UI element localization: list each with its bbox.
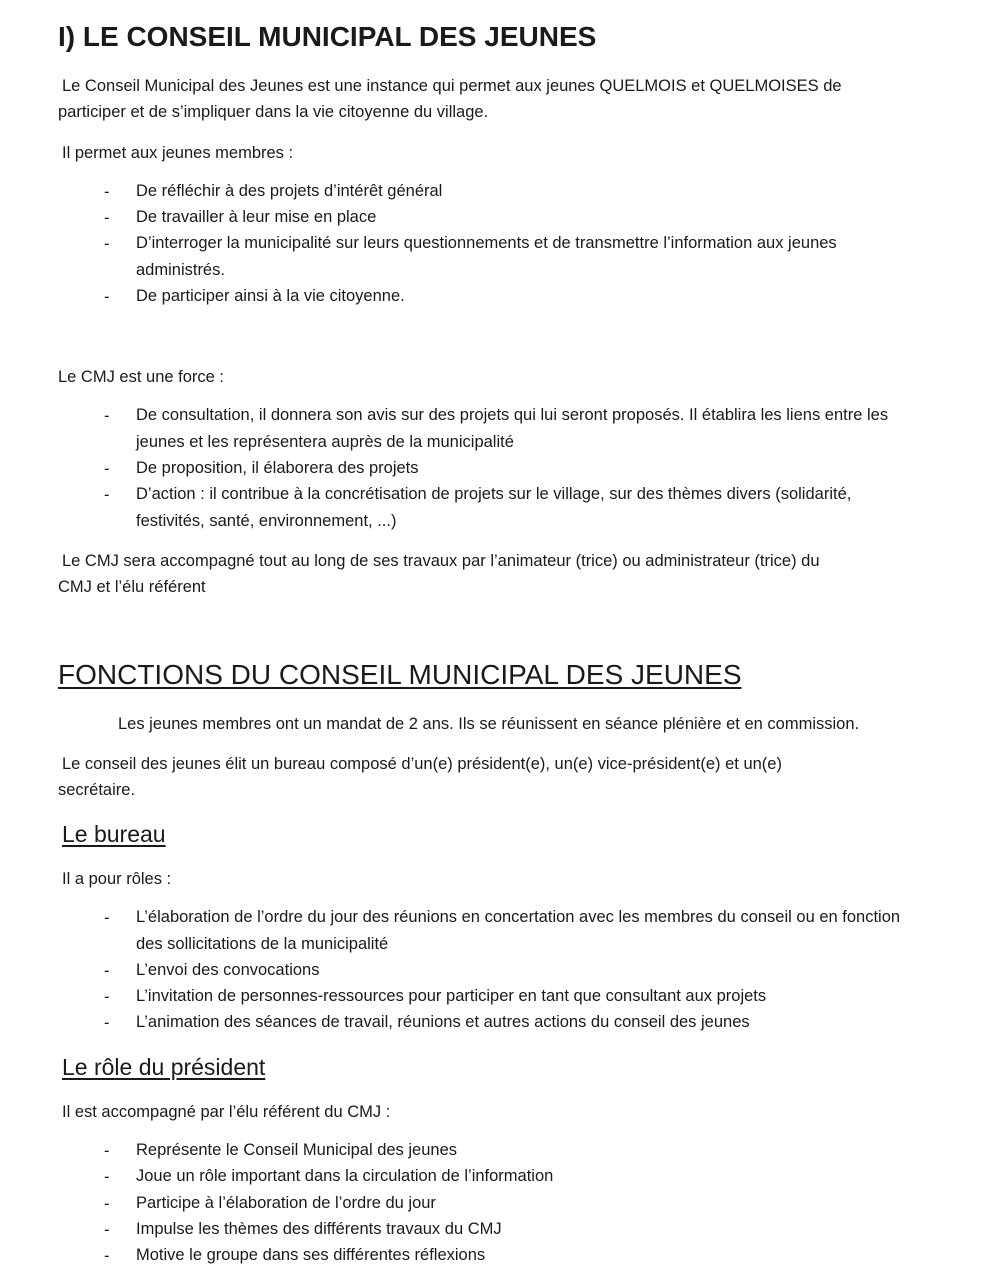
bureau-election-line-2: secrétaire. — [58, 781, 136, 799]
bullet-dash: - — [104, 235, 110, 253]
bullet-dash: - — [104, 1221, 110, 1239]
bureau-item: L’élaboration de l’ordre du jour des réunions en concertation avec les membres du conseil ou en fonction des sollicitations de la municipalité — [136, 908, 901, 953]
bullet-dash: - — [104, 407, 110, 425]
president-item: Représente le Conseil Municipal des jeunes — [136, 1141, 458, 1159]
bullet-dash: - — [104, 288, 110, 306]
bullet-dash: - — [104, 962, 110, 980]
bullet-dash: - — [104, 486, 110, 504]
intro-paragraph-line-1: Le Conseil Municipal des Jeunes est une instance qui permet aux jeunes QUELMOIS et QUELMOISES de — [62, 77, 842, 95]
section-title-cmj: I) LE CONSEIL MUNICIPAL DES JEUNES — [58, 21, 597, 52]
president-item: Impulse les thèmes des différents travaux du CMJ — [136, 1220, 502, 1238]
bullet-dash: - — [104, 1168, 110, 1186]
force-item: De consultation, il donnera son avis sur des projets qui lui seront proposés. Il établira les liens entre les jeunes et les représentera auprès de la municipalité — [136, 406, 889, 451]
subheading-president: Le rôle du président — [62, 1054, 266, 1080]
subheading-bureau: Le bureau — [62, 821, 166, 847]
permet-label: Il permet aux jeunes membres : — [62, 144, 294, 162]
bureau-label: Il a pour rôles : — [62, 870, 172, 888]
bullet-dash: - — [104, 1195, 110, 1213]
permet-item: D’interroger la municipalité sur leurs questionnements et de transmettre l’information aux jeunes administrés. — [136, 234, 837, 279]
bureau-election-line-1: Le conseil des jeunes élit un bureau composé d’un(e) président(e), un(e) vice-président(e) et un(e) — [62, 755, 782, 773]
force-item: D’action : il contribue à la concrétisation de projets sur le village, sur des thèmes divers (solidarité, festivités, santé, environnement, ...) — [136, 485, 852, 530]
bullet-dash: - — [104, 1247, 110, 1265]
section-title-fonctions: FONCTIONS DU CONSEIL MUNICIPAL DES JEUNES — [58, 659, 742, 690]
bullet-dash: - — [104, 1142, 110, 1160]
permet-item: De travailler à leur mise en place — [136, 208, 377, 226]
bullet-dash: - — [104, 1014, 110, 1032]
president-label: Il est accompagné par l’élu référent du CMJ : — [62, 1103, 391, 1121]
president-item: Motive le groupe dans ses différentes réflexions — [136, 1246, 486, 1264]
bureau-item: L’envoi des convocations — [136, 961, 320, 979]
bullet-dash: - — [104, 460, 110, 478]
intro-paragraph-line-2: participer et de s’impliquer dans la vie citoyenne du village. — [58, 103, 489, 121]
force-label: Le CMJ est une force : — [58, 368, 224, 386]
bureau-item: L’invitation de personnes-ressources pour participer en tant que consultant aux projets — [136, 987, 767, 1005]
bullet-dash: - — [104, 909, 110, 927]
accompagnement-line-1: Le CMJ sera accompagné tout au long de ses travaux par l’animateur (trice) ou administrateur (trice) du — [62, 552, 820, 570]
accompagnement-line-2: CMJ et l’élu référent — [58, 578, 206, 596]
bullet-dash: - — [104, 988, 110, 1006]
president-item: Joue un rôle important dans la circulation de l’information — [136, 1167, 554, 1185]
permet-item: De réfléchir à des projets d’intérêt général — [136, 182, 443, 200]
bullet-dash: - — [104, 183, 110, 201]
bureau-item: L’animation des séances de travail, réunions et autres actions du conseil des jeunes — [136, 1013, 750, 1031]
force-item: De proposition, il élaborera des projets — [136, 459, 419, 477]
permet-item: De participer ainsi à la vie citoyenne. — [136, 287, 405, 305]
president-item: Participe à l’élaboration de l’ordre du jour — [136, 1194, 436, 1212]
bullet-dash: - — [104, 209, 110, 227]
mandat-paragraph: Les jeunes membres ont un mandat de 2 ans. Ils se réunissent en séance plénière et en commission. — [118, 715, 860, 733]
